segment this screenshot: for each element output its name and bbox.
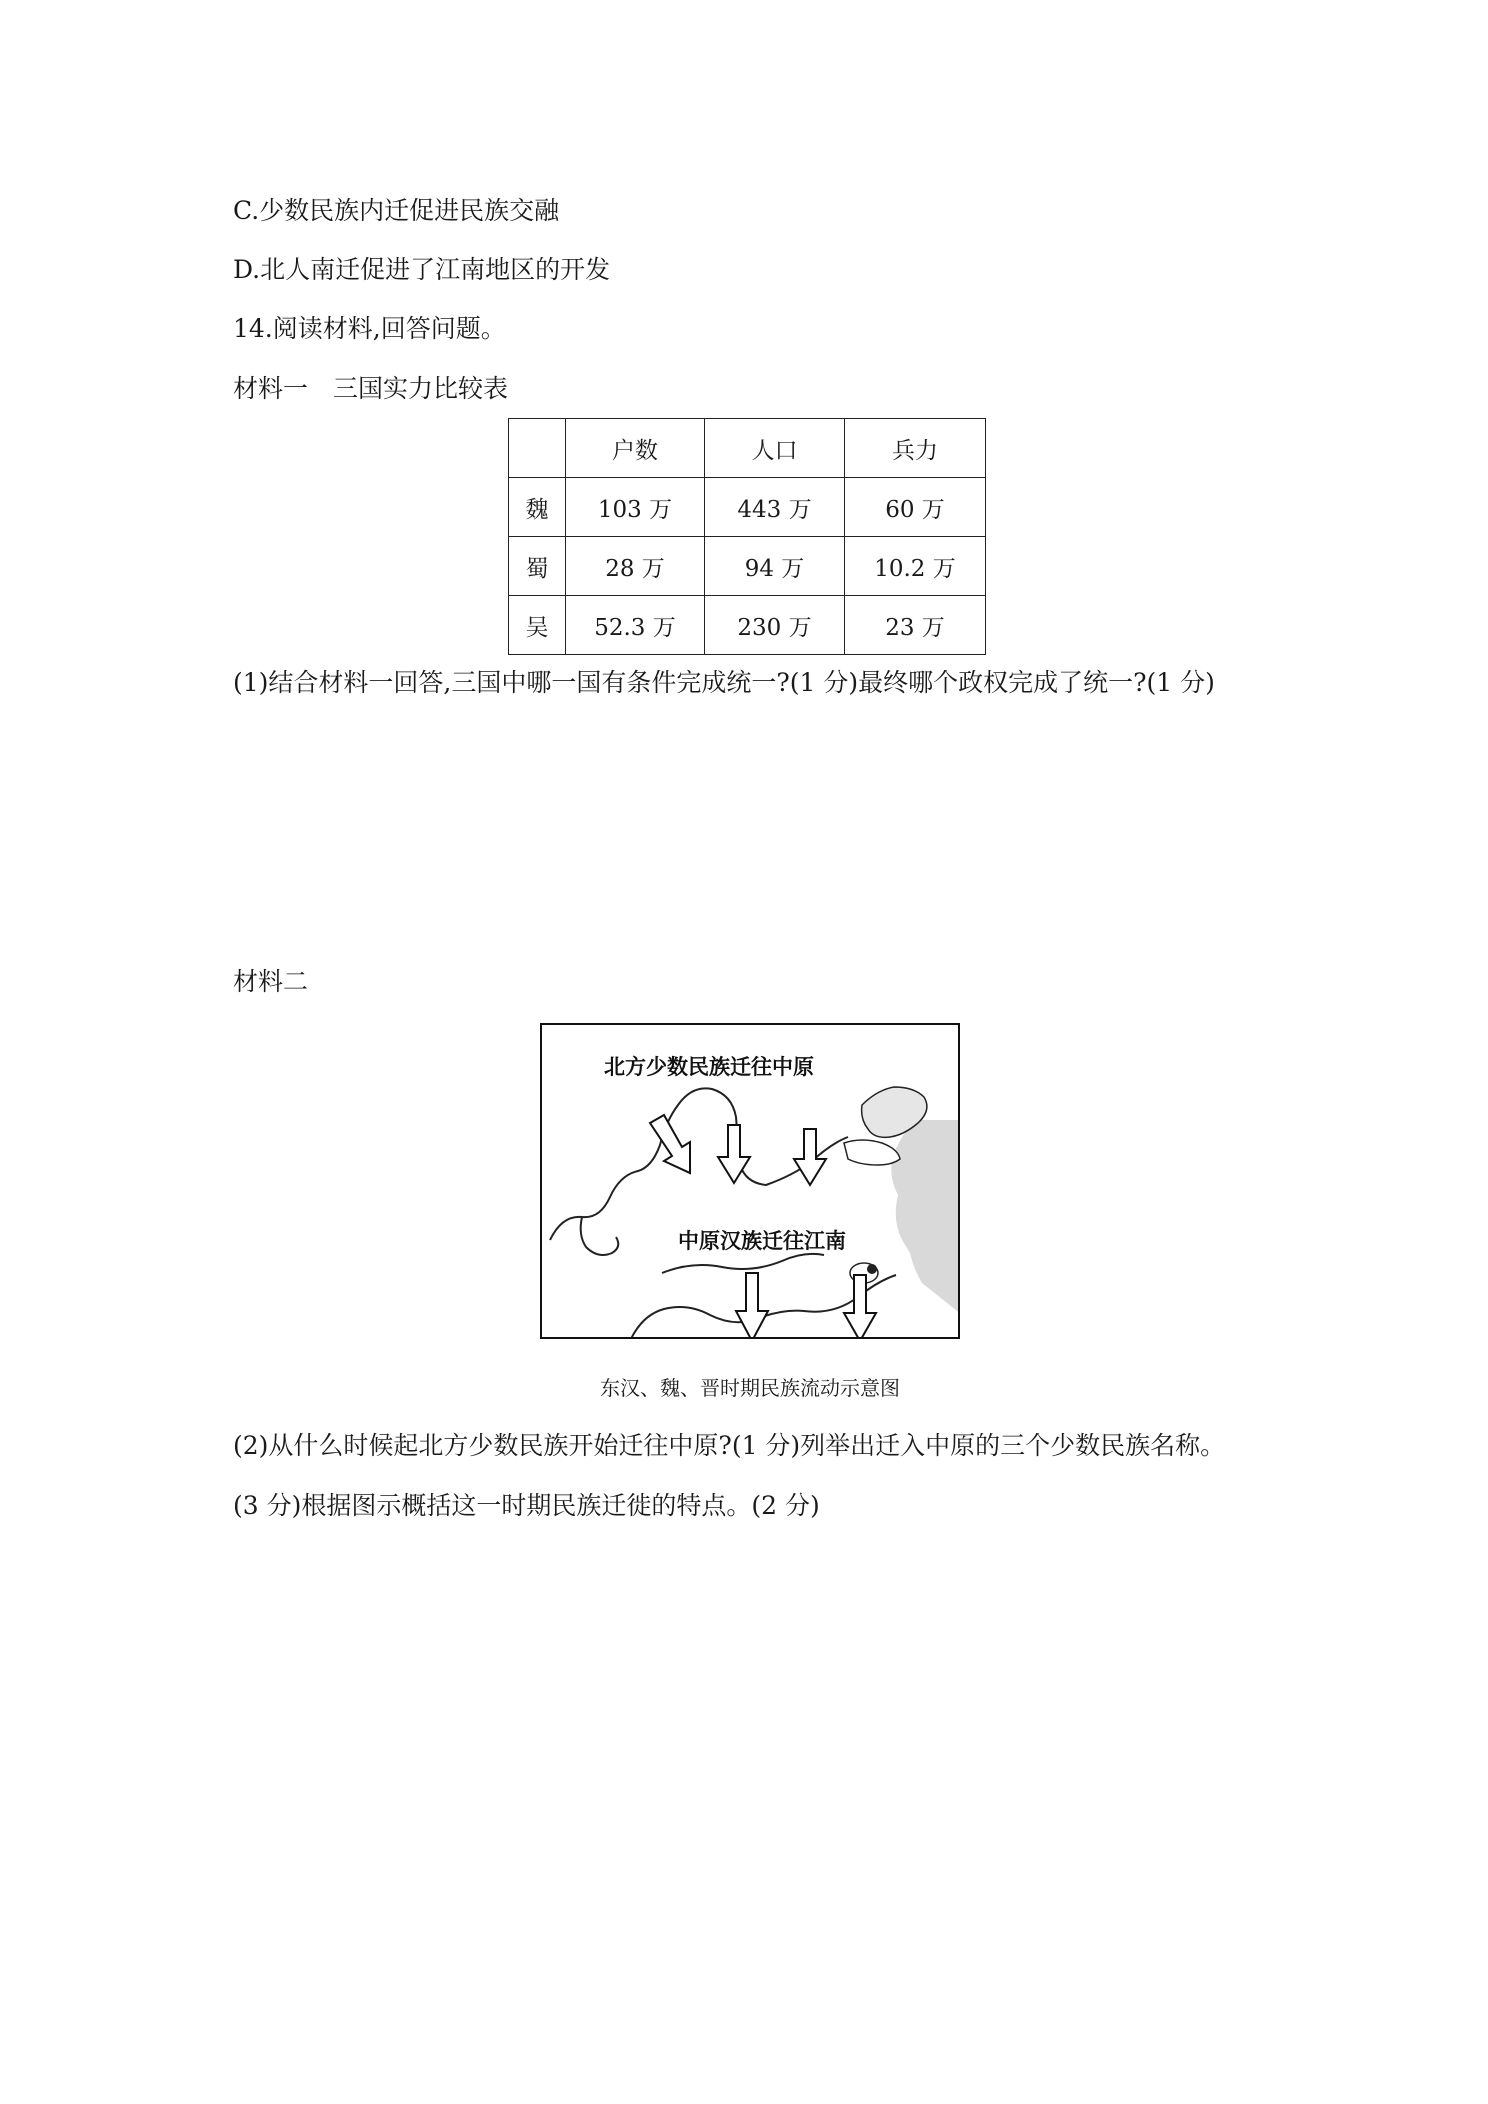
material-2-title: 材料二	[233, 967, 309, 996]
arrow-down-icon	[794, 1129, 826, 1185]
table-cell: 60 万	[845, 478, 986, 537]
table-header-row	[509, 419, 986, 478]
table-row	[509, 478, 986, 537]
table-cell	[509, 419, 566, 478]
table-cell: 蜀	[509, 537, 566, 596]
table-cell: 94 万	[705, 537, 845, 596]
table-cell: 10.2 万	[845, 537, 986, 596]
question-14-intro: 14.阅读材料,回答问题。	[233, 314, 506, 343]
table-cell: 103 万	[566, 478, 705, 537]
table-cell: 吴	[509, 596, 566, 655]
table-cell: 443 万	[705, 478, 845, 537]
option-d: D.北人南迁促进了江南地区的开发	[233, 255, 611, 284]
table-cell: 魏	[509, 478, 566, 537]
table-header-troops: 兵力	[845, 419, 986, 478]
river-line	[662, 1254, 824, 1273]
map-label-north: 北方少数民族迁往中原	[604, 1055, 814, 1079]
table-header-households: 户数	[566, 419, 705, 478]
peninsula	[844, 1140, 900, 1165]
arrow-down-icon	[650, 1115, 690, 1173]
material-1-title: 材料一 三国实力比较表	[233, 374, 509, 403]
question-1: (1)结合材料一回答,三国中哪一国有条件完成统一?(1 分)最终哪个政权完成了统一?(1 分)	[233, 668, 1215, 697]
table-header-population: 人口	[705, 419, 845, 478]
question-2: (2)从什么时候起北方少数民族开始迁往中原?(1 分)列举出迁入中原的三个少数民族名称。	[233, 1431, 1226, 1460]
table-row	[509, 596, 986, 655]
map-caption: 东汉、魏、晋时期民族流动示意图	[600, 1376, 900, 1400]
river-line	[581, 1217, 619, 1255]
table-cell: 230 万	[705, 596, 845, 655]
arrow-down-icon	[844, 1275, 876, 1339]
table-cell: 28 万	[566, 537, 705, 596]
question-3: (3 分)根据图示概括这一时期民族迁徙的特点。(2 分)	[233, 1491, 820, 1520]
option-c: C.少数民族内迁促进民族交融	[233, 196, 560, 225]
table-cell: 23 万	[845, 596, 986, 655]
sea-area	[891, 1120, 960, 1315]
arrow-down-icon	[736, 1273, 768, 1339]
table-row	[509, 537, 986, 596]
migration-map	[540, 1023, 960, 1339]
lake	[867, 1264, 877, 1274]
table-cell: 52.3 万	[566, 596, 705, 655]
three-kingdoms-table	[508, 418, 986, 655]
map-label-south: 中原汉族迁往江南	[678, 1229, 846, 1253]
